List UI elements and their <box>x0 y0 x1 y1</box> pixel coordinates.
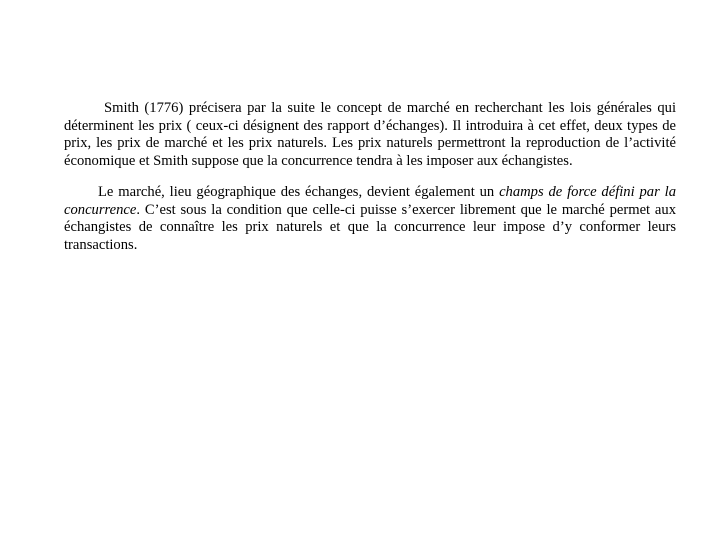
paragraph-2 <box>64 184 676 254</box>
paragraph-2-emphasis: champs de force défini par la concurrence <box>64 184 676 218</box>
paragraph-1-text: Smith (1776) précisera par la suite le concept de marché en recherchant les lois générales qui déterminent les prix ( ceux-ci désignent des rapport d’échanges). Il introduira à cet effet, deux types de prix, les prix de marché et les prix naturels. Les prix naturels permettront la reproduction de l’activité économique et Smith suppose que la concurrence tendra à les imposer aux échangistes. <box>64 100 676 169</box>
body-text <box>64 100 676 254</box>
paragraph-2-text-end: . C’est sous la condition que celle-ci puisse s’exercer librement que le marché permet aux échangistes de connaître les prix naturels et que la concurrence leur impose d’y conformer leurs transactions. <box>64 201 676 253</box>
paragraph-2-text-start: Le marché, lieu géographique des échanges, devient également un <box>98 184 500 200</box>
paragraph-1 <box>64 100 676 170</box>
